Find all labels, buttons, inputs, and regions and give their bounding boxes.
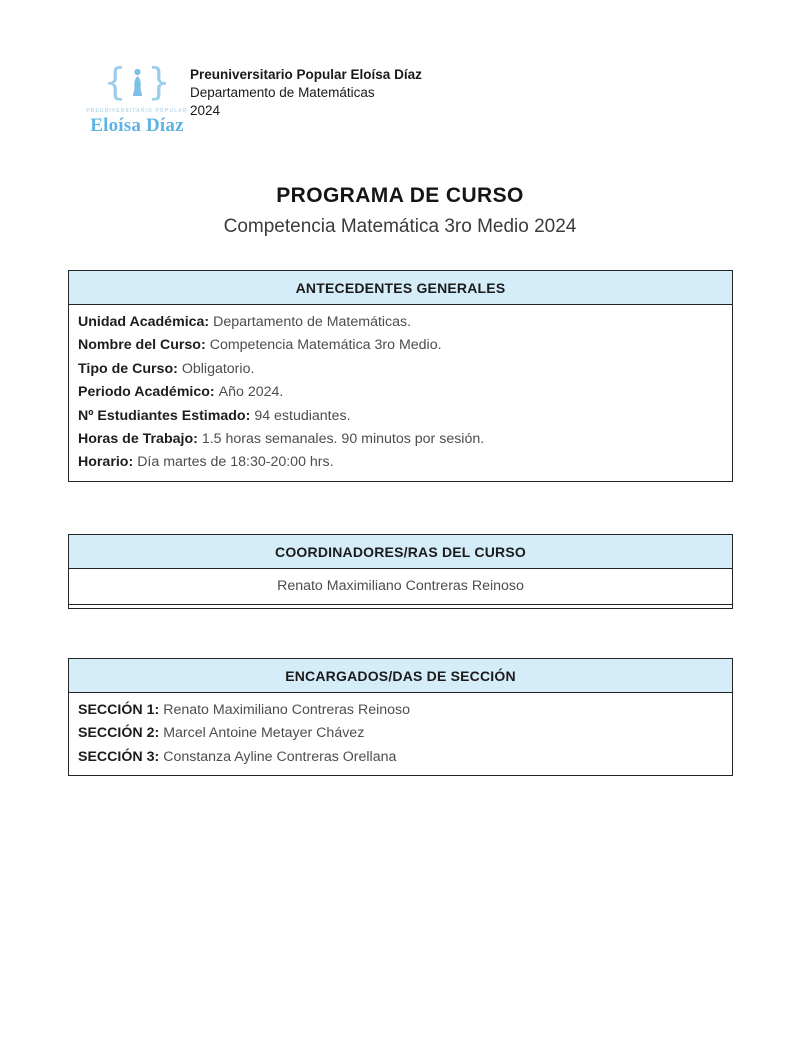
field-value: Constanza Ayline Contreras Orellana (163, 748, 397, 765)
info-row (78, 451, 722, 474)
field-label: Horas de Trabajo: (78, 431, 198, 448)
field-value: Marcel Antoine Metayer Chávez (163, 725, 365, 742)
section-header: ENCARGADOS/DAS DE SECCIÓN (69, 659, 732, 693)
info-row (78, 381, 722, 404)
field-label: Unidad Académica: (78, 314, 210, 330)
org-department: Departamento de Matemáticas (190, 85, 375, 100)
info-row (78, 428, 722, 451)
field-label: SECCIÓN 3: (78, 748, 160, 765)
info-row (78, 358, 722, 381)
field-label: SECCIÓN 2: (78, 725, 160, 742)
laurel-wreath-icon (84, 60, 190, 106)
org-info (190, 66, 422, 120)
info-row (78, 746, 722, 769)
field-value: 1.5 horas semanales. 90 minutos por sesión. (201, 431, 485, 448)
section-encargados (68, 658, 733, 776)
page-subtitle: Competencia Matemática 3ro Medio 2024 (223, 216, 577, 237)
field-label: Tipo de Curso: (78, 360, 178, 377)
field-value: Año 2024. (218, 384, 284, 401)
empty-row (69, 604, 732, 608)
logo-tagline: PREUNIVERSITARIO POPULAR (86, 108, 188, 114)
page-title: PROGRAMA DE CURSO (276, 184, 524, 207)
org-name: Preuniversitario Popular Eloísa Díaz (190, 67, 422, 82)
field-value: Día martes de 18:30-20:00 hrs. (137, 454, 334, 471)
person-icon (130, 67, 145, 99)
logo (84, 60, 190, 135)
field-value: 94 estudiantes. (254, 407, 351, 424)
info-row (78, 699, 722, 722)
field-value: Competencia Matemática 3ro Medio. (209, 337, 442, 354)
field-value: Obligatorio. (181, 360, 255, 377)
logo-name: Eloísa Díaz (90, 115, 184, 136)
info-row (78, 334, 722, 357)
section-coordinadores (68, 534, 733, 609)
info-row (78, 405, 722, 428)
field-value: Renato Maximiliano Contreras Reinoso (163, 702, 411, 718)
laurel-right-icon: } (147, 60, 171, 104)
section-header: COORDINADORES/RAS DEL CURSO (69, 535, 732, 569)
section-header: ANTECEDENTES GENERALES (69, 271, 732, 305)
field-value: Departamento de Matemáticas. (213, 314, 412, 330)
coordinator-name: Renato Maximiliano Contreras Reinoso (277, 578, 524, 594)
info-row (78, 722, 722, 745)
field-label: Periodo Académico: (78, 384, 215, 401)
field-label: Nº Estudiantes Estimado: (78, 407, 251, 424)
field-label: SECCIÓN 1: (78, 702, 160, 718)
section-antecedentes-generales (68, 270, 733, 482)
laurel-left-icon: { (103, 60, 127, 104)
org-year: 2024 (190, 103, 221, 118)
info-row (78, 311, 722, 334)
section-body (69, 693, 732, 775)
section-body (69, 305, 732, 481)
field-label: Nombre del Curso: (78, 337, 206, 354)
field-label: Horario: (78, 454, 134, 471)
